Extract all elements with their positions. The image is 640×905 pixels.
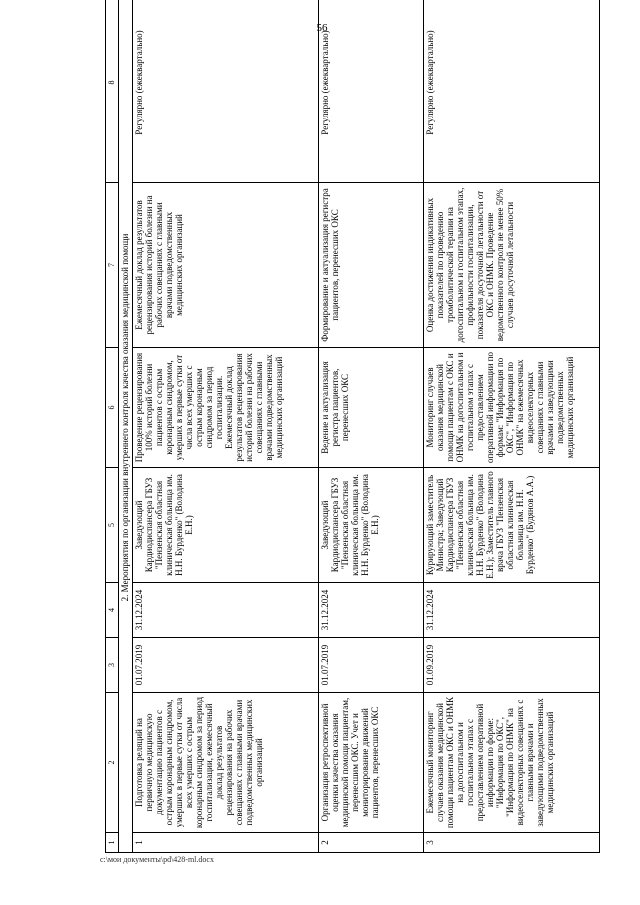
measure-name: Подготовка реляций на первичную медицинскую документацию пациентов с острым коронарным синдромом, умерших в первые сутки от числа всех умерших с острым коронарным синдромом за период госпитализации, ежемесячный доклад результатов рецензирования на рабочих совещаниях с главными врачами подведомственных медицинских организаций <box>133 693 319 833</box>
frequency: Регулярно (ежеквартально) <box>133 0 319 183</box>
measure-characteristic: Мониторинг случаев оказания медицинской помощи пациентам с ОКС и ОНМК на догоспитальном и госпитальном этапах с предоставлением оперативной информации по формам: "Информация по ОКС", "Информация по ОНМК" на ежемесячных видеоселекторных совещаниях с главными врачами и заведующими подведомственных медицинских организаций <box>424 348 600 468</box>
column-number: 2 <box>106 693 119 833</box>
start-date: 01.07.2019 <box>319 638 424 693</box>
responsible-person: Заведующий Кардиодиспансера ГБУЗ "Пензенская областная клиническая больница им. Н.Н. Бурденко" (Володина Е.Н.) <box>133 468 319 583</box>
table-row <box>424 0 600 853</box>
column-number: 6 <box>106 348 119 468</box>
responsible-person: Заведующий Кардиодиспансера ГБУЗ "Пензенская областная клиническая больница им. Н.Н. Бурденко" (Володина Е.Н.) <box>319 468 424 583</box>
column-number-row <box>106 0 119 853</box>
file-path-footer: c:\мои документы\pd\428-ml.docx <box>100 855 214 864</box>
row-number: 3 <box>424 833 600 853</box>
measure-name: Ежемесячный мониторинг случаев оказания медицинской помощи пациентам ОКС и ОНМК на догоспитальном и госпитальном этапах с предоставлением оперативной информации по форме: "Информация по ОКС", "Информация по ОНМК" на видеоселекторных совещаниях с главными врачами и заведующими подведомственных медицинских организаций <box>424 693 600 833</box>
column-number: 7 <box>106 183 119 348</box>
column-number: 8 <box>106 0 119 183</box>
page-number: 56 <box>316 22 328 34</box>
start-date: 01.09.2019 <box>424 638 600 693</box>
start-date: 01.07.2019 <box>133 638 319 693</box>
measure-characteristic: Проведение рецензирования 100% историй болезни пациентов с острым коронарным синдромом, умерших в первые сутки от числа всех умерших с острым коронарным синдромом за период госпитализации. Ежемесячный доклад результатов рецензирования историй болезни на рабочих совещаниях с главными врачами подведомственных медицинских организаций <box>133 348 319 468</box>
column-number: 3 <box>106 638 119 693</box>
column-number: 5 <box>106 468 119 583</box>
measures-table <box>105 0 600 853</box>
table-row <box>133 0 319 853</box>
end-date: 31.12.2024 <box>424 583 600 638</box>
expected-result: Оценка достижения индикативных показателей по проведению тромболитической терапии на догоспитальном и госпитальном этапах, профильности госпитализации, показателя досуточной летальности от ОКС и ОНМК. Проведение ведомственного контроля не менее 50% случаев досуточной летальности <box>424 183 600 348</box>
row-number: 2 <box>319 833 424 853</box>
expected-result: Формирование и актуализация регистра пациентов, перенесших ОКС <box>319 183 424 348</box>
expected-result: Ежемесячный доклад результатов рецензирования историй болезни на рабочих совещаниях с главными врачами подведомственных медицинских организаций <box>133 183 319 348</box>
frequency: Регулярно (ежеквартально) <box>424 0 600 183</box>
end-date: 31.12.2024 <box>133 583 319 638</box>
column-number: 1 <box>106 833 119 853</box>
column-number: 4 <box>106 583 119 638</box>
section-row <box>119 0 133 853</box>
rotated-table-container <box>105 0 595 853</box>
section-title: 2. Мероприятия по организации внутреннего контроля качества оказания медицинской помощи <box>119 0 133 853</box>
frequency: Регулярно (ежеквартально) <box>319 0 424 183</box>
row-number: 1 <box>133 833 319 853</box>
measure-name: Организация ретроспективной оценки качества оказания медицинской помощи пациентам, перенесшим ОКС. Учет и мониторирование движений пациентов, перенесших ОКС <box>319 693 424 833</box>
table-row <box>319 0 424 853</box>
end-date: 31.12.2024 <box>319 583 424 638</box>
responsible-person: Курирующий заместитель Министра; Заведующий Кардиодиспансера ГБУЗ "Пензенская областная клиническая больница им. Н.Н. Бурденко" (Володина Е.Н.); Заместитель главного врача ГБУЗ "Пензенская областная клиническая больница им. Н.Н. Бурденко" (Будянов А.А.) <box>424 468 600 583</box>
measure-characteristic: Ведение и актуализация регистра пациентов, перенесших ОКС <box>319 348 424 468</box>
